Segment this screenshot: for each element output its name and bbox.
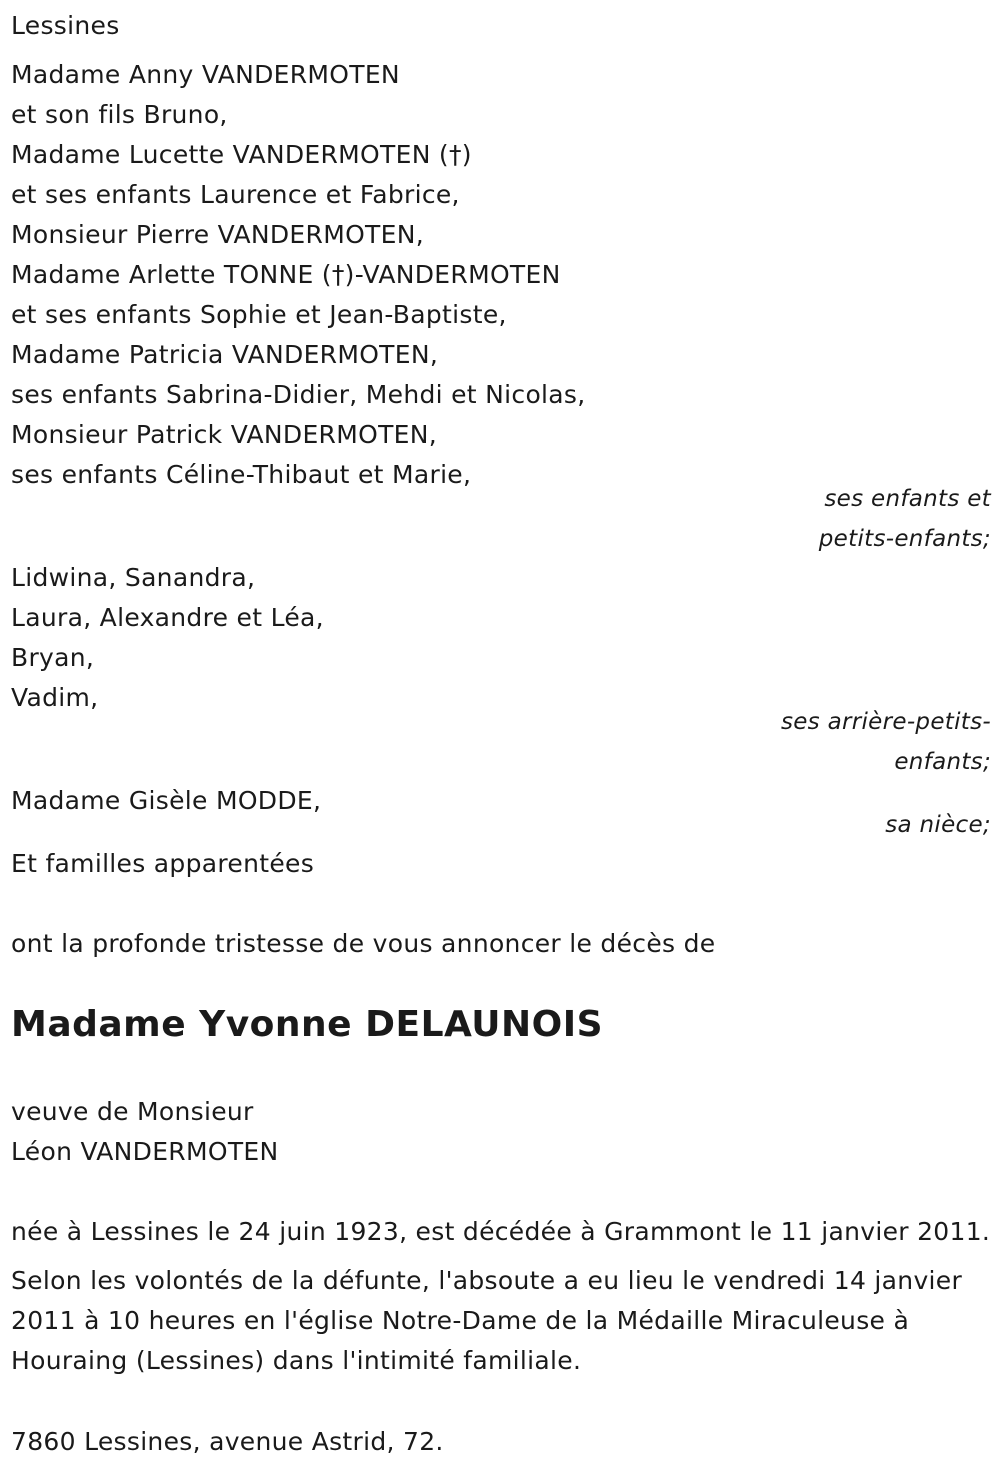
- ceremony-line: 2011 à 10 heures en l'église Notre-Dame de la Médaille Miraculeuse à: [11, 1306, 910, 1335]
- role-label-great-grandchildren: ses arrière-petits-: [780, 709, 991, 735]
- ceremony-line: Selon les volontés de la défunte, l'absoute a eu lieu le vendredi 14 janvier: [11, 1266, 963, 1295]
- widow-line: Léon VANDERMOTEN: [11, 1137, 279, 1166]
- great-grandchild-line: Bryan,: [11, 643, 95, 672]
- role-label-children: ses enfants et: [824, 486, 991, 512]
- great-grandchild-line: Lidwina, Sanandra,: [11, 563, 256, 592]
- great-grandchild-line: Vadim,: [11, 683, 99, 712]
- deceased-name: Madame Yvonne DELAUNOIS: [11, 1004, 604, 1045]
- birth-death-text: née à Lessines le 24 juin 1923, est décédée à Grammont le 11 janvier 2011.: [11, 1217, 991, 1246]
- ceremony-line: Houraing (Lessines) dans l'intimité familiale.: [11, 1346, 582, 1375]
- relatives-line: Et familles apparentées: [11, 849, 315, 878]
- family-line: ses enfants Sabrina-Didier, Mehdi et Nicolas,: [11, 380, 586, 409]
- widow-line: veuve de Monsieur: [11, 1097, 254, 1126]
- family-line: Madame Arlette TONNE (†)-VANDERMOTEN: [11, 260, 561, 289]
- family-line: et ses enfants Laurence et Fabrice,: [11, 180, 460, 209]
- family-line: Madame Anny VANDERMOTEN: [11, 60, 400, 89]
- family-line: Monsieur Pierre VANDERMOTEN,: [11, 220, 424, 249]
- announcement-text: ont la profonde tristesse de vous annoncer le décès de: [11, 929, 716, 958]
- family-line: et ses enfants Sophie et Jean-Baptiste,: [11, 300, 507, 329]
- family-line: Monsieur Patrick VANDERMOTEN,: [11, 420, 437, 449]
- family-line: Madame Patricia VANDERMOTEN,: [11, 340, 439, 369]
- role-label-great-grandchildren: enfants;: [894, 749, 991, 775]
- place-heading: Lessines: [11, 11, 120, 40]
- family-line: ses enfants Céline-Thibaut et Marie,: [11, 460, 472, 489]
- family-line: Madame Lucette VANDERMOTEN (†): [11, 140, 472, 169]
- niece-line: Madame Gisèle MODDE,: [11, 786, 322, 815]
- family-line: et son fils Bruno,: [11, 100, 228, 129]
- great-grandchild-line: Laura, Alexandre et Léa,: [11, 603, 324, 632]
- address-line: 7860 Lessines, avenue Astrid, 72.: [11, 1427, 444, 1456]
- role-label-niece: sa nièce;: [885, 812, 991, 838]
- role-label-children: petits-enfants;: [818, 526, 991, 552]
